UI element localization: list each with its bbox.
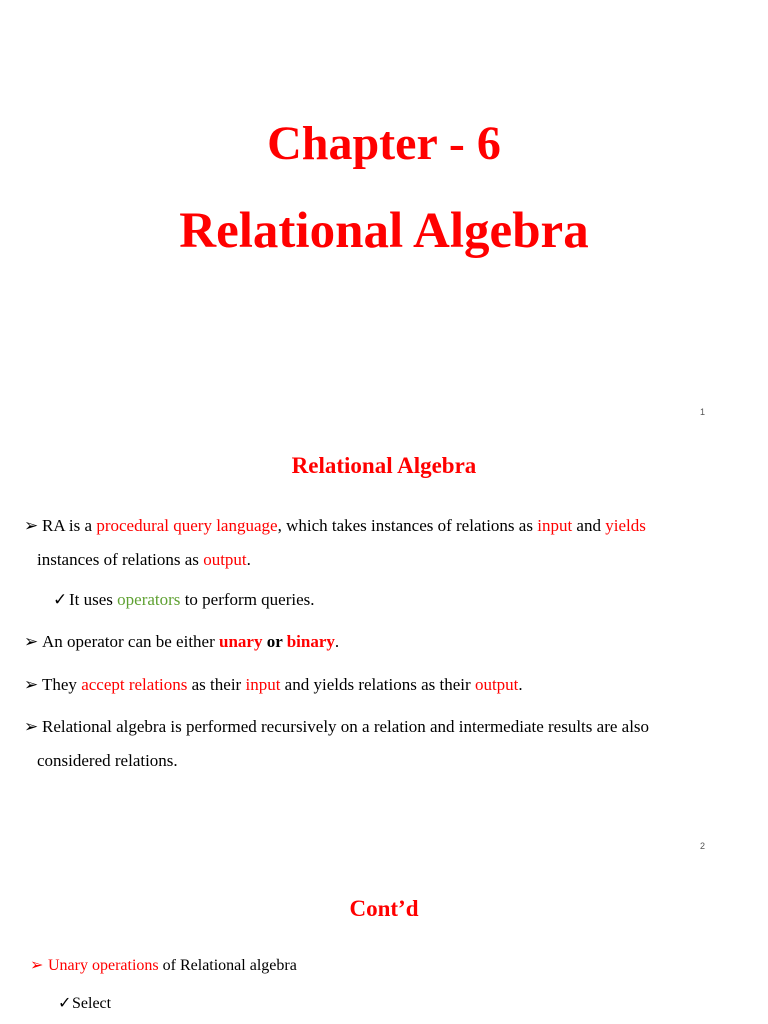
text: . bbox=[334, 632, 340, 651]
text: and bbox=[572, 516, 606, 535]
bullet-item-accept-relations bbox=[24, 674, 523, 696]
arrow-bullet-icon: ➢ bbox=[24, 516, 39, 535]
arrow-bullet-icon: ➢ bbox=[24, 632, 39, 651]
bullet-item-recursive-cont bbox=[37, 750, 178, 772]
highlight-text: output bbox=[474, 675, 519, 694]
text: as their bbox=[187, 675, 246, 694]
bullet-item-ra-definition bbox=[24, 515, 646, 537]
slide-heading: Relational Algebra bbox=[291, 453, 477, 478]
text: Relational algebra is performed recursively on a relation and intermediate results are also bbox=[42, 717, 650, 736]
text: RA is a bbox=[42, 516, 97, 535]
text: . bbox=[246, 550, 251, 569]
text: It uses bbox=[69, 590, 118, 609]
page-number: 1 bbox=[700, 407, 706, 417]
highlight-text: operators bbox=[117, 590, 181, 609]
bullet-item-recursive bbox=[24, 716, 649, 738]
highlight-text: Unary operations bbox=[48, 957, 159, 974]
text: and yields relations as their bbox=[280, 675, 475, 694]
sub-item-operators bbox=[53, 589, 315, 611]
slide-heading: Cont’d bbox=[349, 896, 419, 921]
bullet-item-unary-operations bbox=[30, 955, 297, 977]
bullet-item-ra-definition-cont bbox=[37, 549, 251, 571]
text: considered relations. bbox=[37, 751, 178, 770]
content-slide-contd bbox=[0, 860, 768, 1024]
text: to perform queries. bbox=[180, 590, 315, 609]
content-slide-relational-algebra bbox=[0, 430, 768, 860]
arrow-bullet-icon: ➢ bbox=[24, 675, 39, 694]
text: of Relational algebra bbox=[158, 957, 297, 974]
chapter-subtitle: Relational Algebra bbox=[179, 203, 589, 259]
highlight-text: unary bbox=[219, 632, 263, 651]
highlight-text: binary bbox=[286, 632, 335, 651]
highlight-text: input bbox=[537, 516, 573, 535]
text: . bbox=[518, 675, 523, 694]
highlight-text: output bbox=[203, 550, 247, 569]
sub-item-select bbox=[58, 993, 111, 1015]
page-number: 2 bbox=[700, 841, 706, 851]
title-slide bbox=[0, 0, 768, 430]
arrow-bullet-icon: ➢ bbox=[24, 717, 39, 736]
text: They bbox=[42, 675, 82, 694]
chapter-title: Chapter - 6 bbox=[267, 117, 501, 170]
checkmark-icon: ✓ bbox=[58, 995, 72, 1012]
text: or bbox=[262, 632, 287, 651]
bullet-item-operator-types bbox=[24, 631, 339, 653]
highlight-text: accept relations bbox=[81, 675, 188, 694]
text: Select bbox=[72, 995, 112, 1012]
text: An operator can be either bbox=[42, 632, 219, 651]
text: instances of relations as bbox=[37, 550, 204, 569]
text: , which takes instances of relations as bbox=[277, 516, 538, 535]
highlight-text: input bbox=[245, 675, 281, 694]
arrow-bullet-icon: ➢ bbox=[30, 957, 44, 974]
highlight-text: procedural query language bbox=[96, 516, 278, 535]
highlight-text: yields bbox=[605, 516, 646, 535]
checkmark-icon: ✓ bbox=[53, 590, 68, 609]
